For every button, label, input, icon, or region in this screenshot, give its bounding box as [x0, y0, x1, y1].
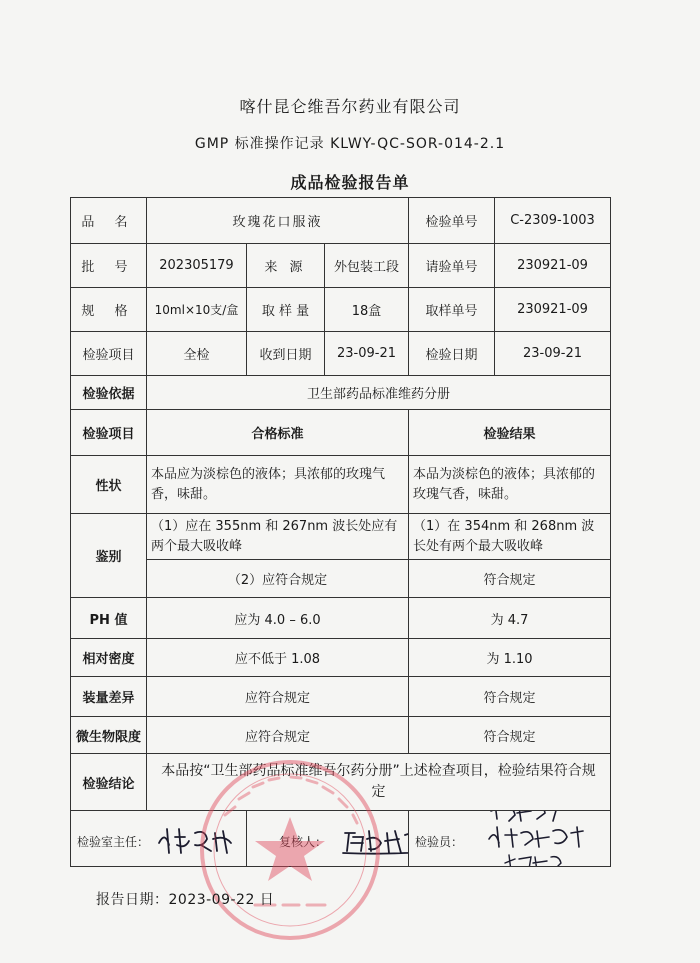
identification-label: 鉴别	[71, 514, 147, 598]
ph-label: PH 值	[71, 598, 147, 639]
fill-label: 装量差异	[71, 677, 147, 717]
company-name: 喀什昆仑维吾尔药业有限公司	[239, 97, 461, 116]
test-date-value: 23-09-21	[495, 332, 611, 376]
density-result: 为 1.10	[409, 639, 611, 677]
sample-qty-value: 18盒	[325, 288, 409, 332]
basis-value: 卫生部药品标准维药分册	[147, 376, 611, 410]
sample-qty-label: 取 样 量	[247, 288, 325, 332]
identification-standard-1: （1）应在 355nm 和 267nm 波长处应有两个最大吸收峰	[147, 514, 409, 560]
appearance-label: 性状	[71, 456, 147, 514]
fill-result: 符合规定	[409, 677, 611, 717]
results-item-header: 检验项目	[71, 410, 147, 456]
batch-label: 批 号	[71, 244, 147, 288]
appearance-result: 本品为淡棕色的液体；具浓郁的玫瑰气香，味甜。	[409, 456, 611, 514]
report-title: 成品检验报告单	[290, 173, 410, 192]
density-standard: 应不低于 1.08	[147, 639, 409, 677]
results-result-header: 检验结果	[409, 410, 611, 456]
conclusion-value: 本品按“卫生部药品标准维吾尔药分册”上述检查项目，检验结果符合规定	[147, 754, 611, 811]
sample-no-label: 取样单号	[409, 288, 495, 332]
sample-no-value: 230921-09	[495, 288, 611, 332]
ph-standard: 应为 4.0 – 6.0	[147, 598, 409, 639]
director-label: 检验室主任：	[77, 835, 150, 849]
reviewer-signature-cell	[247, 811, 409, 867]
appearance-standard: 本品应为淡棕色的液体；具浓郁的玫瑰气香，味甜。	[147, 456, 409, 514]
item-value: 全检	[147, 332, 247, 376]
inspector-signature-cell	[409, 811, 611, 867]
inspector-label: 检验员：	[415, 835, 464, 849]
identification-result-1: （1）在 354nm 和 268nm 波长处有两个最大吸收峰	[409, 514, 611, 560]
ph-result: 为 4.7	[409, 598, 611, 639]
batch-value: 202305179	[147, 244, 247, 288]
test-date-label: 检验日期	[409, 332, 495, 376]
microbe-standard: 应符合规定	[147, 717, 409, 754]
fill-standard: 应符合规定	[147, 677, 409, 717]
identification-result-2: 符合规定	[409, 560, 611, 598]
spec-value: 10ml×10支/盒	[147, 288, 247, 332]
inspection-no-value: C-2309-1003	[495, 198, 611, 244]
inspection-report-table	[70, 197, 611, 867]
microbe-label: 微生物限度	[71, 717, 147, 754]
director-signature-cell	[71, 811, 247, 867]
request-no-value: 230921-09	[495, 244, 611, 288]
density-label: 相对密度	[71, 639, 147, 677]
item-label: 检验项目	[71, 332, 147, 376]
inspector-signatures	[485, 811, 611, 867]
received-date-label: 收到日期	[247, 332, 325, 376]
basis-label: 检验依据	[71, 376, 147, 410]
source-label: 来 源	[247, 244, 325, 288]
report-date: 报告日期：2023-09-22 日	[96, 892, 275, 908]
microbe-result: 符合规定	[409, 717, 611, 754]
source-value: 外包装工段	[325, 244, 409, 288]
product-name-label: 品 名	[71, 198, 147, 244]
conclusion-label: 检验结论	[71, 754, 147, 811]
gmp-record-number: GMP 标准操作记录 KLWY-QC-SOR-014-2.1	[194, 136, 506, 152]
product-name-value: 玫瑰花口服液	[147, 198, 409, 244]
director-signature	[155, 823, 245, 857]
spec-label: 规 格	[71, 288, 147, 332]
results-standard-header: 合格标准	[147, 410, 409, 456]
reviewer-signature	[341, 823, 409, 857]
request-no-label: 请验单号	[409, 244, 495, 288]
received-date-value: 23-09-21	[325, 332, 409, 376]
reviewer-label: 复核人：	[279, 835, 328, 849]
inspection-no-label: 检验单号	[409, 198, 495, 244]
identification-standard-2: （2）应符合规定	[147, 560, 409, 598]
